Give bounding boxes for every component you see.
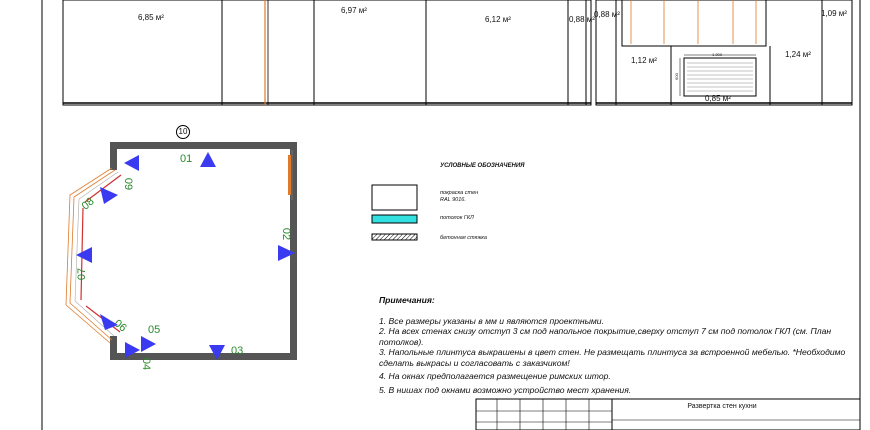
view-label-08: 08 bbox=[79, 195, 97, 213]
area-label: 1,09 м² bbox=[821, 9, 847, 18]
note-item: 2. На всех стенах снизу отступ 3 см под напольное покрытие,сверху отступ 7 см под потолок ГКЛ (см. План потолков). bbox=[379, 326, 832, 347]
area-label: 6,97 м² bbox=[341, 6, 367, 15]
view-label-04: 04 bbox=[140, 357, 153, 371]
notes-block bbox=[379, 295, 864, 395]
view-markers bbox=[76, 152, 295, 360]
note-item: 4. На окнах предполагается размещение римских штор. bbox=[379, 371, 611, 381]
legend-swatches bbox=[372, 185, 417, 240]
note-item: 3. Напольные плинтуса выкрашены в цвет стен. Не размещать плинтуса за встроенной мебелью. *Необходимо сделать выкрасы и согласовать с заказчиком! bbox=[379, 347, 846, 368]
view-label-07: 07 bbox=[76, 267, 89, 281]
note-item: 1. Все размеры указаны в мм и являются проектными. bbox=[379, 315, 604, 326]
view-label-09: 09 bbox=[122, 177, 135, 191]
note-item: 5. В нишах под окнами возможно устройство мест хранения. bbox=[379, 384, 632, 395]
notes-title: Примечания: bbox=[379, 295, 435, 305]
view-label-03: 03 bbox=[231, 345, 244, 357]
area-label: 6,12 м² bbox=[485, 15, 511, 24]
view-label-06: 06 bbox=[111, 317, 129, 335]
floor-plan bbox=[66, 142, 297, 360]
legend-paint-line2: RAL 9016. bbox=[440, 197, 466, 203]
area-label: 1,24 м² bbox=[785, 50, 811, 59]
legend-title: УСЛОВНЫЕ ОБОЗНАЧЕНИЯ bbox=[440, 163, 525, 169]
legend-paint-line1: покраска стен bbox=[440, 190, 479, 196]
view-label-02: 02 bbox=[280, 227, 293, 241]
area-label: 6,85 м² bbox=[138, 13, 164, 22]
legend-screed: бетонная стяжка bbox=[440, 235, 487, 241]
area-label: 0,88 м² bbox=[569, 15, 595, 24]
legend-ceiling: потолок ГКЛ bbox=[440, 215, 474, 221]
area-label: 0,85 м² bbox=[705, 94, 731, 103]
area-label: 0,88 м² bbox=[594, 10, 620, 19]
view-label-01: 01 bbox=[180, 153, 193, 165]
room-number: 10 bbox=[176, 125, 190, 139]
drawing-title: Развертка стен кухни bbox=[687, 403, 757, 410]
dimension-label: 1 200 bbox=[712, 52, 723, 57]
dimension-label: 600 bbox=[673, 73, 679, 80]
view-label-05: 05 bbox=[148, 324, 161, 336]
legend-paint bbox=[440, 190, 478, 204]
wall-elevations-right bbox=[596, 0, 852, 105]
area-label: 1,12 м² bbox=[631, 56, 657, 65]
